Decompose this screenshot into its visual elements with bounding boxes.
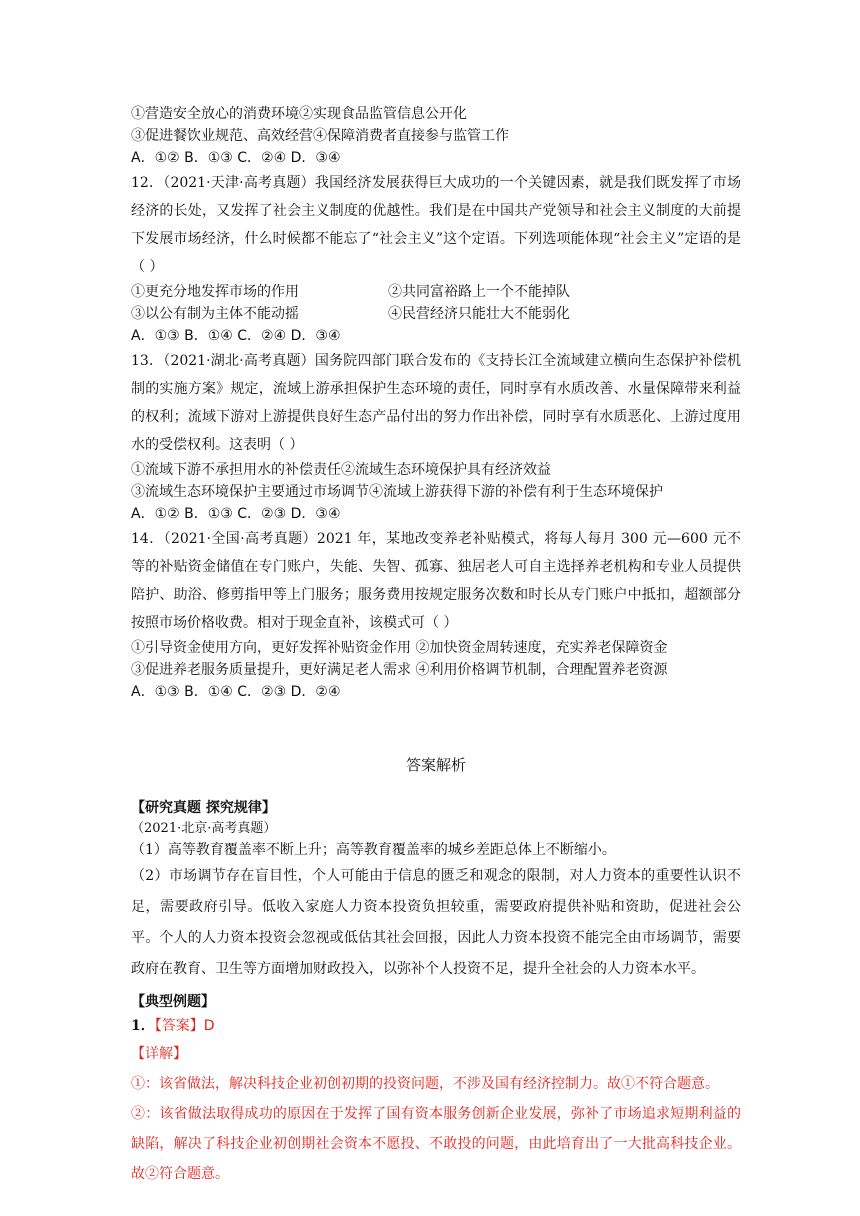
answer-value: D	[203, 1018, 215, 1034]
q12-options-row2	[131, 303, 741, 325]
example-1-answer	[131, 1013, 741, 1039]
q13-choices: A．①② B．①③ C．②③ D．③④	[131, 506, 341, 522]
q13-stem: 13．（2021·湖北·高考真题）国务院四部门联合发布的《支持长江全流域建立横向生态保护补偿机制的实施方案》规定，流域上游承担保护生态环境的责任，同时享有水质改善、水量保障带来利益的权利；流域下游对上游提供良好生态产品付出的努力作出补偿，同时享有水质恶化、上游过度用水的受偿权利。这表明（ ）	[131, 353, 741, 453]
q13-options-line1: ①流域下游不承担用水的补偿责任②流域生态环境保护具有经济效益	[131, 462, 551, 478]
q14-options-line1: ①引导资金使用方向，更好发挥补贴资金作用 ②加快资金周转速度，充实养老保障资金	[131, 640, 668, 656]
section1-source: （2021·北京·高考真题）	[131, 821, 277, 836]
q14-choices: A．①③ B．①④ C．②③ D．②④	[131, 684, 341, 700]
example-1-number: 1．	[131, 1018, 155, 1034]
section1-answer-1: （1）高等教育覆盖率不断上升；高等教育覆盖率的城乡差距总体上不断缩小。	[131, 842, 616, 858]
answer-section-title: 答案解析	[405, 756, 466, 774]
section2-heading: 【典型例题】	[131, 994, 215, 1010]
q12-options-row1	[131, 281, 741, 303]
section1-answer-2: （2）市场调节存在盲目性，个人可能由于信息的匮乏和观念的限制，对人力资本的重要性认识不足，需要政府引导。低收入家庭人力资本投资负担较重，需要政府提供补贴和资助，促进社会公平。个人的人力资本投资会忽视或低估其社会回报，因此人力资本投资不能完全由市场调节，需要政府在教育、卫生等方面增加财政投入，以弥补个人投资不足，提升全社会的人力资本水平。	[131, 868, 741, 977]
q12-option-2: ②共同富裕路上一个不能掉队	[388, 284, 570, 300]
q14-stem: 14．（2021·全国·高考真题）2021 年，某地改变养老补贴模式，将每人每月 300 元—600 元不等的补贴资金储值在专门账户，失能、失智、孤寡、独居老人可自主选择养老机构和专业人员提供陪护、助浴、修剪指甲等上门服务；服务费用按规定服务次数和时长从专门账户中抵扣，超额部分按照市场价格收费。相对于现金直补，该模式可（ ）	[131, 531, 741, 631]
detail-label: 【详解】	[131, 1046, 187, 1062]
q12-stem: 12．（2021·天津·高考真题）我国经济发展获得巨大成功的一个关键因素，就是我们既发挥了市场经济的长处，又发挥了社会主义制度的优越性。我们是在中国共产党领导和社会主义制度的大前提下发展市场经济，什么时候都不能忘了“社会主义”这个定语。下列选项能体现“社会主义”定语的是（ ）	[131, 175, 741, 275]
q14-options-line2: ③促进养老服务质量提升，更好满足老人需求 ④利用价格调节机制，合理配置养老资源	[131, 662, 668, 678]
answer-label: 【答案】	[154, 1018, 204, 1034]
q12-option-3: ③以公有制为主体不能动摇	[131, 306, 299, 322]
q11-options-line2: ③促进餐饮业规范、高效经营④保障消费者直接参与监管工作	[131, 128, 509, 144]
q12-choices: A．①③ B．①④ C．②④ D．③④	[131, 328, 341, 344]
q12-option-1: ①更充分地发挥市场的作用	[131, 284, 299, 300]
spacer	[131, 703, 741, 739]
q12-option-4: ④民营经济只能壮大不能弱化	[388, 306, 570, 322]
q13-options-line2: ③流域生态环境保护主要通过市场调节④流域上游获得下游的补偿有利于生态环境保护	[131, 484, 663, 500]
detail-point-1: ①：该省做法，解决科技企业初创初期的投资问题，不涉及国有经济控制力。故①不符合题意。	[131, 1076, 719, 1092]
section1-heading: 【研究真题 探究规律】	[131, 800, 276, 816]
q11-choices: A．①② B．①③ C．②④ D．③④	[131, 150, 341, 166]
document-body	[131, 103, 741, 1189]
detail-point-2: ②：该省做法取得成功的原因在于发挥了国有资本服务创新企业发展，弥补了市场追求短期利益的缺陷，解决了科技企业初创期社会资本不愿投、不敢投的问题，由此培育出了一大批高科技企业。故②符合题意。	[131, 1106, 741, 1182]
q11-options-line1: ①营造安全放心的消费环境②实现食品监管信息公开化	[131, 106, 467, 122]
